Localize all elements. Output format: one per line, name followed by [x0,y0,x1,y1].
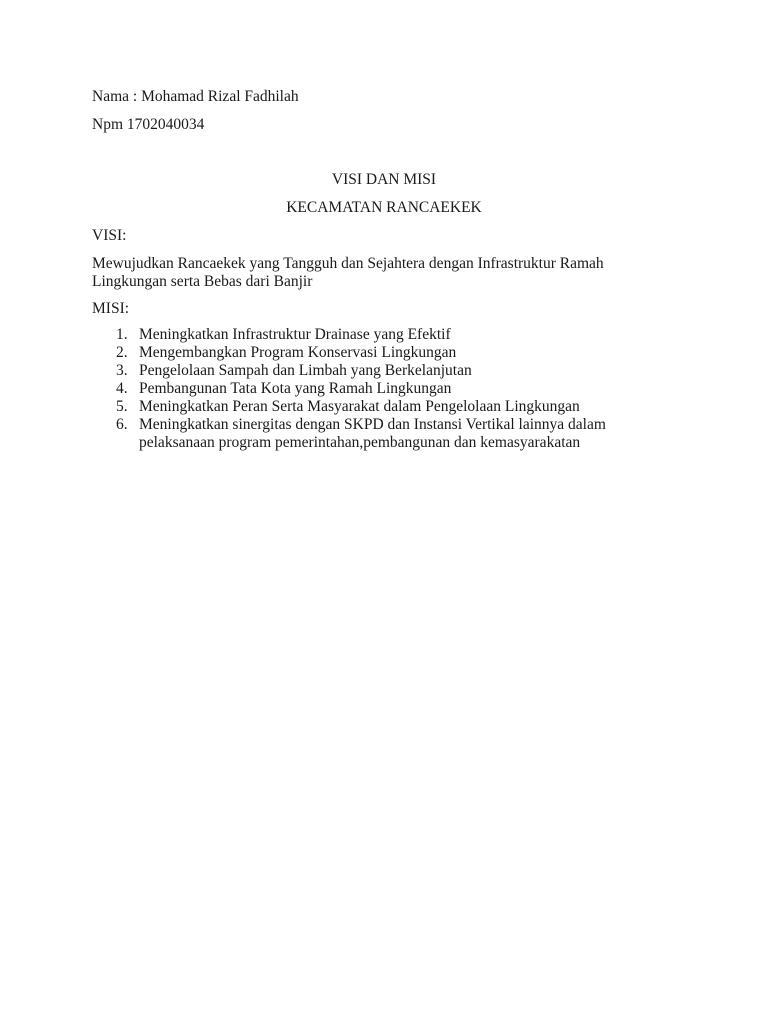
visi-text: Mewujudkan Rancaekek yang Tangguh dan Sejahtera dengan Infrastruktur Ramah Lingkungan serta Bebas dari Banjir [92,255,604,290]
misi-heading: MISI: [92,300,130,317]
misi-item-number: 4. [116,380,128,397]
misi-item-text: Mengembangkan Program Konservasi Lingkungan [139,344,457,361]
misi-item-number: 1. [116,326,128,343]
misi-item-number: 5. [116,398,128,415]
misi-item-number: 6. [116,416,128,433]
misi-item [92,326,632,344]
misi-item-text: Pengelolaan Sampah dan Limbah yang Berkelanjutan [139,362,472,379]
misi-item [92,344,632,362]
misi-item [92,416,632,452]
misi-item [92,362,632,380]
misi-list [92,326,632,452]
misi-item-number: 2. [116,344,128,361]
misi-item-number: 3. [116,362,128,379]
visi-heading: VISI: [92,227,127,244]
misi-item-text: Pembangunan Tata Kota yang Ramah Lingkungan [139,380,452,397]
npm-line: Npm 1702040034 [92,116,205,133]
name-line: Nama : Mohamad Rizal Fadhilah [92,88,299,105]
misi-item [92,380,632,398]
document-title: VISI DAN MISI [331,171,437,188]
misi-item [92,398,632,416]
misi-item-text: Meningkatkan Peran Serta Masyarakat dalam Pengelolaan Lingkungan [139,398,580,415]
document-subtitle: KECAMATAN RANCAEKEK [286,199,482,216]
misi-item-text: Meningkatkan sinergitas dengan SKPD dan Instansi Vertikal lainnya dalam pelaksanaan program pemerintahan,pembangunan dan kemasyarakatan [139,416,606,451]
misi-item-text: Meningkatkan Infrastruktur Drainase yang Efektif [139,326,451,343]
